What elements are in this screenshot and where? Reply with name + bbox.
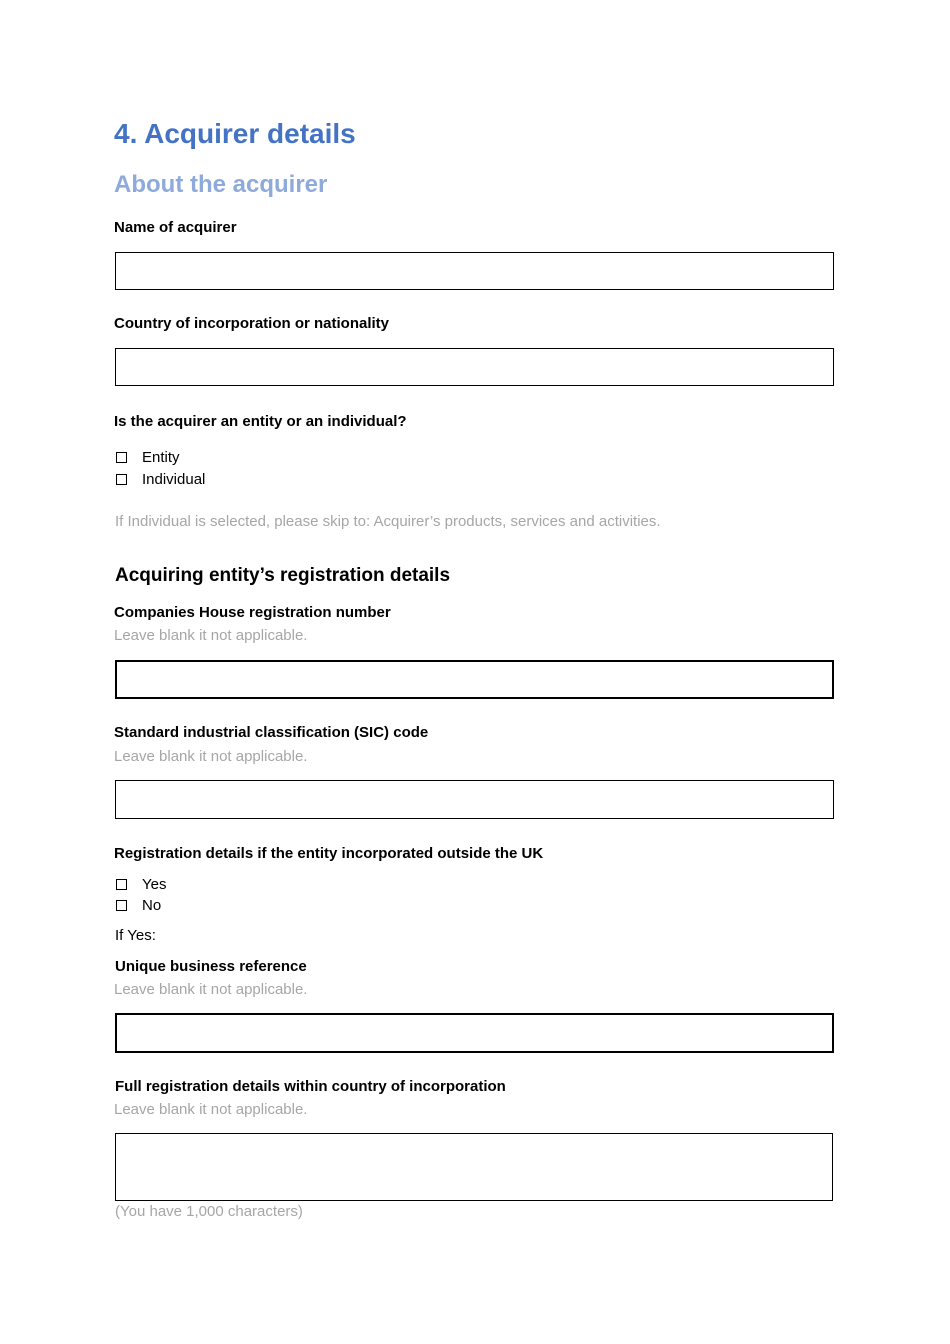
entity-option-label: Entity xyxy=(142,448,180,466)
page-title: 4. Acquirer details xyxy=(114,118,356,149)
name-of-acquirer-input[interactable] xyxy=(115,252,834,290)
registration-heading: Acquiring entity’s registration details xyxy=(115,565,451,586)
individual-checkbox[interactable] xyxy=(116,474,127,485)
unique-reference-label: Unique business reference xyxy=(115,958,307,975)
sic-code-hint: Leave blank it not applicable. xyxy=(114,748,308,765)
name-of-acquirer-label: Name of acquirer xyxy=(114,219,237,236)
companies-house-input[interactable] xyxy=(115,660,834,699)
companies-house-hint: Leave blank it not applicable. xyxy=(114,627,308,644)
section-subtitle: About the acquirer xyxy=(114,171,328,198)
full-registration-textarea[interactable] xyxy=(115,1133,833,1201)
full-registration-label: Full registration details within country of incorporation xyxy=(115,1078,506,1095)
sic-code-input[interactable] xyxy=(115,780,834,819)
individual-option-label: Individual xyxy=(142,470,206,488)
country-input[interactable] xyxy=(115,348,834,386)
unique-reference-hint: Leave blank it not applicable. xyxy=(114,981,308,998)
full-registration-hint: Leave blank it not applicable. xyxy=(114,1101,308,1118)
no-option-label: No xyxy=(142,896,162,914)
companies-house-label: Companies House registration number xyxy=(114,604,391,621)
country-label: Country of incorporation or nationality xyxy=(114,315,389,332)
if-yes-text: If Yes: xyxy=(115,927,156,944)
character-counter: (You have 1,000 characters) xyxy=(115,1203,303,1220)
acquirer-type-question: Is the acquirer an entity or an individual? xyxy=(114,413,407,430)
yes-option[interactable] xyxy=(116,874,166,894)
yes-option-label: Yes xyxy=(142,875,167,893)
individual-skip-note: If Individual is selected, please skip to: Acquirer’s products, services and activities. xyxy=(115,513,661,530)
no-option[interactable] xyxy=(116,895,161,915)
unique-reference-input[interactable] xyxy=(115,1013,834,1053)
outside-uk-label: Registration details if the entity incorporated outside the UK xyxy=(114,845,544,862)
entity-option[interactable] xyxy=(116,447,180,467)
no-checkbox[interactable] xyxy=(116,900,127,911)
sic-code-label: Standard industrial classification (SIC) code xyxy=(114,724,429,741)
entity-checkbox[interactable] xyxy=(116,452,127,463)
individual-option[interactable] xyxy=(116,469,205,489)
yes-checkbox[interactable] xyxy=(116,879,127,890)
